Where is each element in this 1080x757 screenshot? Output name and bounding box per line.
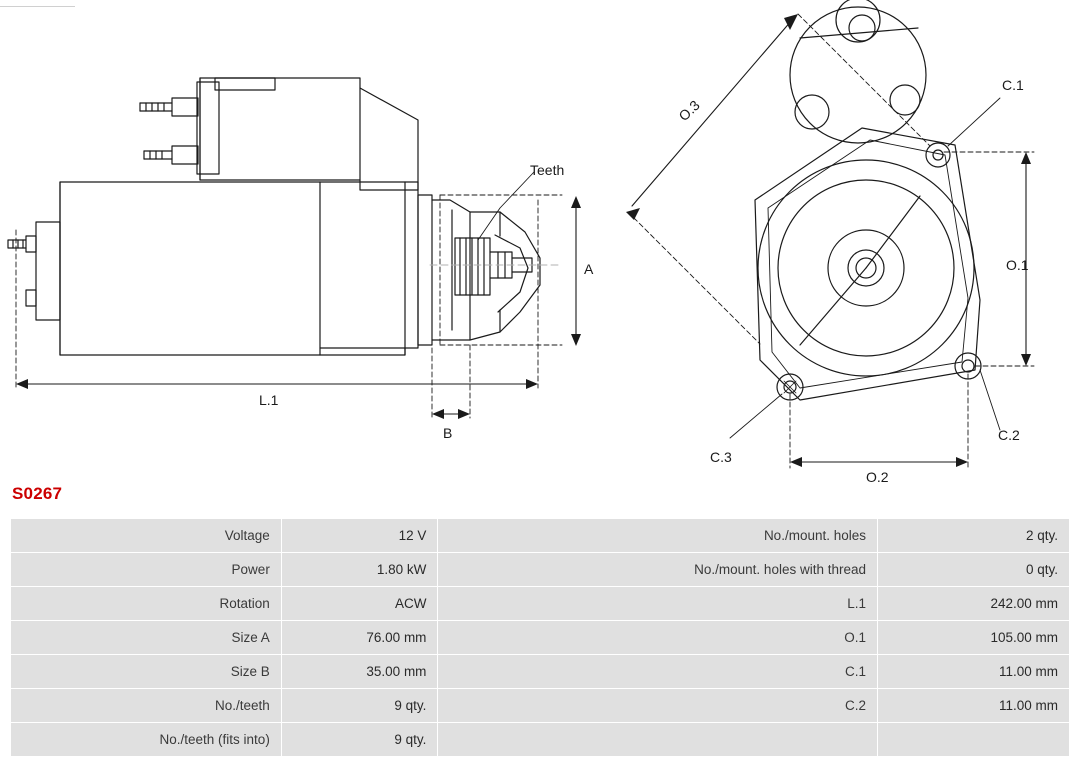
- spec-label: Power: [11, 553, 282, 587]
- label-hole-c2: C.2: [998, 427, 1020, 443]
- spec-empty-cell: [438, 723, 878, 757]
- spec-value: 76.00 mm: [281, 621, 438, 655]
- spec-label: No./mount. holes with thread: [438, 553, 878, 587]
- spec-value: 242.00 mm: [878, 587, 1070, 621]
- label-dim-a: A: [584, 261, 594, 277]
- front-view-drawing: [626, 0, 1034, 468]
- spec-label: Size A: [11, 621, 282, 655]
- spec-label: L.1: [438, 587, 878, 621]
- label-dim-o2: O.2: [866, 469, 889, 485]
- spec-value: 105.00 mm: [878, 621, 1070, 655]
- table-row: [11, 587, 1070, 621]
- spec-label: O.1: [438, 621, 878, 655]
- specifications-table: [10, 518, 1070, 757]
- label-dim-o3: O.3: [675, 96, 703, 125]
- part-code: S0267: [12, 484, 63, 503]
- spec-value: 2 qty.: [878, 519, 1070, 553]
- table-row: [11, 519, 1070, 553]
- spec-label: No./mount. holes: [438, 519, 878, 553]
- spec-label: Size B: [11, 655, 282, 689]
- label-teeth: Teeth: [530, 162, 565, 178]
- spec-value: 9 qty.: [281, 723, 438, 757]
- spec-value: ACW: [281, 587, 438, 621]
- spec-value: 35.00 mm: [281, 655, 438, 689]
- spec-value: 12 V: [281, 519, 438, 553]
- spec-label: No./teeth: [11, 689, 282, 723]
- spec-label: C.2: [438, 689, 878, 723]
- spec-label: C.1: [438, 655, 878, 689]
- table-row: [11, 621, 1070, 655]
- spec-value: 11.00 mm: [878, 689, 1070, 723]
- label-dim-b: B: [443, 425, 453, 441]
- spec-value: 0 qty.: [878, 553, 1070, 587]
- spec-empty-cell: [878, 723, 1070, 757]
- label-hole-c3: C.3: [710, 449, 732, 465]
- spec-label: Rotation: [11, 587, 282, 621]
- spec-value: 11.00 mm: [878, 655, 1070, 689]
- hole-c1-circle: [926, 143, 950, 167]
- spec-label: No./teeth (fits into): [11, 723, 282, 757]
- table-row: [11, 655, 1070, 689]
- spec-value: 1.80 kW: [281, 553, 438, 587]
- label-dim-o1: O.1: [1006, 257, 1029, 273]
- label-hole-c1: C.1: [1002, 77, 1024, 93]
- side-view-drawing: [8, 78, 581, 419]
- spec-value: 9 qty.: [281, 689, 438, 723]
- table-row: [11, 689, 1070, 723]
- label-dim-l1: L.1: [259, 392, 279, 408]
- spec-label: Voltage: [11, 519, 282, 553]
- table-row: [11, 723, 1070, 757]
- table-row: [11, 553, 1070, 587]
